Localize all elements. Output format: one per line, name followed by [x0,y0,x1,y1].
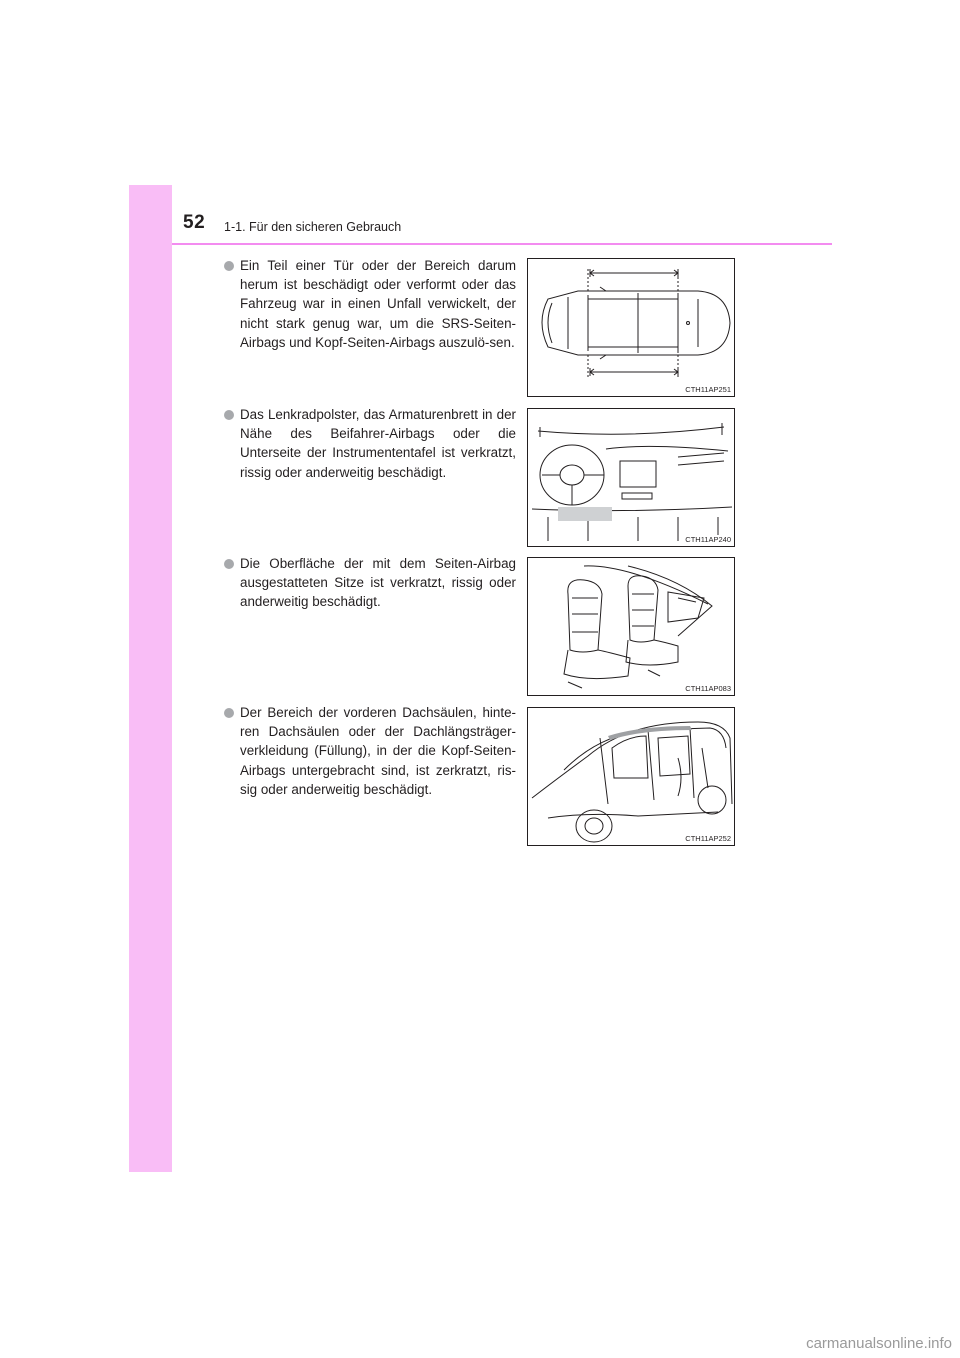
front-seats-icon [528,558,734,695]
item-text: Das Lenkradpolster, das Armaturenbrett in der Nähe des Beifahrer-Airbags oder die Unterseite der Instrumententafel ist verkratzt, rissig oder anderweitig beschädigt. [240,407,516,480]
list-item [224,405,516,482]
side-color-band [129,185,172,1172]
bullet-icon [224,410,234,420]
list-item [224,703,516,799]
item-text: Die Oberfläche der mit dem Seiten-Airbag ausgestatteten Sitze ist verkratzt, rissig oder anderweitig beschädigt. [240,556,516,610]
list-item [224,554,516,612]
figure-code: CTH11AP251 [685,385,731,394]
bullet-icon [224,261,234,271]
dashboard-icon [528,409,734,546]
car-top-view-icon [528,259,734,396]
figure-code: CTH11AP240 [685,535,731,544]
figure-dashboard [527,408,735,547]
car-side-open-icon [528,708,734,845]
figure-code: CTH11AP252 [685,834,731,843]
figure-code: CTH11AP083 [685,684,731,693]
chapter-title: 1-1. Für den sicheren Gebrauch [224,220,402,234]
bullet-icon [224,559,234,569]
item-text: Der Bereich der vorderen Dachsäulen, hinte-ren Dachsäulen oder der Dachlängsträger-verkleidung (Füllung), in der die Kopf-Seiten-Airbags untergebracht sind, ist zerkratzt, ris-sig oder anderweitig beschädigt. [240,705,516,797]
page-number: 52 [183,212,206,233]
figure-car-side-open [527,707,735,846]
figure-car-top-view [527,258,735,397]
figure-front-seats [527,557,735,696]
bullet-icon [224,708,234,718]
item-text: Ein Teil einer Tür oder der Bereich darum herum ist beschädigt oder verformt oder das Fahrzeug war in einen Unfall verwickelt, der nicht stark genug war, um die SRS-Seiten-Airbags und Kopf-Seiten-Airbags auszulö-sen. [240,258,516,350]
header-rule [172,243,832,245]
list-item [224,256,516,352]
watermark: carmanualsonline.info [806,1335,952,1352]
